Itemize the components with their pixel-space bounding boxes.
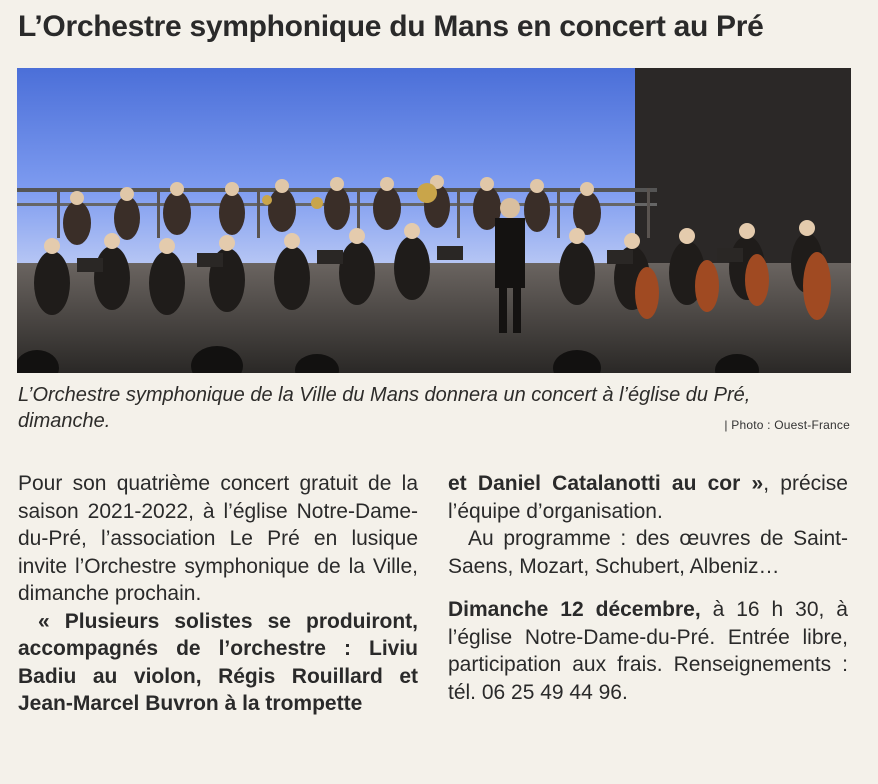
event-details: à 16 h 30, à l’église Notre-Dame-du-Pré. Entrée libre, participation aux frais. Renseignements : tél. 06 25 49 44 96.: [448, 598, 848, 704]
orchestra-photo: [17, 68, 851, 373]
article-paragraph-intro: Pour son quatrième concert gratuit de la saison 2021-2022, à l’église Notre-Dame-du-Pré, l’association Le Pré en lusique invite l’Orchestre symphonique de la Ville, dimanche prochain.: [18, 472, 418, 605]
event-date: Dimanche 12 décembre,: [448, 598, 701, 621]
soloists-quote-end: et Daniel Catalanotti au cor »: [448, 472, 764, 495]
article-paragraph-practical-info: [448, 596, 848, 706]
article-paragraph-soloists: [18, 608, 418, 718]
photo-credit: | Photo : Ouest-France: [724, 418, 850, 432]
article-headline: L’Orchestre symphonique du Mans en concert au Pré: [18, 10, 764, 43]
soloists-quote: « Plusieurs solistes se produiront, accompagnés de l’orchestre : Liviu Badiu au violon, Régis Rouillard et Jean-Marcel Buvron à la trompette: [18, 609, 418, 715]
article-paragraph-soloists-cont: [448, 470, 848, 525]
photo-caption: L’Orchestre symphonique de la Ville du Mans donnera un concert à l’église du Pré, dimanche.: [18, 384, 751, 432]
article-paragraph-program: Au programme : des œuvres de Saint-Saens, Mozart, Schubert, Albeniz…: [448, 527, 848, 578]
article-column-right: [448, 470, 848, 706]
orchestra-photo-illustration: [17, 68, 851, 373]
soloists-attribution: , précise l’équipe d’organisation.: [448, 472, 848, 523]
article-column-left: [18, 470, 418, 718]
